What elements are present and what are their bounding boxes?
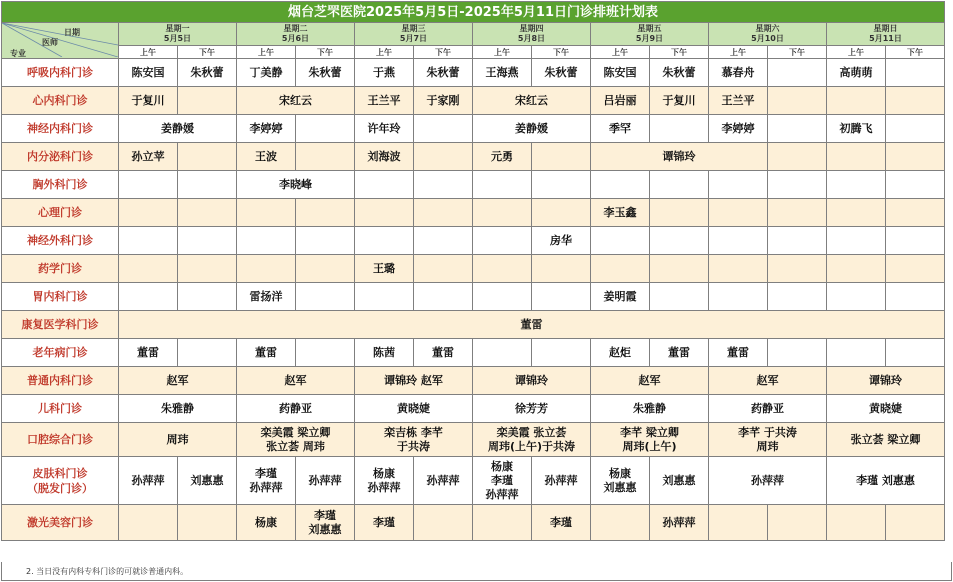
title-row [2, 2, 945, 23]
schedule-cell [650, 283, 709, 311]
schedule-cell [237, 423, 355, 457]
schedule-cell: 陈安国 [591, 59, 650, 87]
doctor-name-line: 孙萍萍 [249, 480, 283, 494]
schedule-cell [709, 423, 827, 457]
schedule-cell [768, 255, 827, 283]
day-header [473, 23, 591, 46]
schedule-row [2, 457, 945, 505]
day-date: 5月5日 [163, 34, 192, 43]
schedule-cell [237, 227, 296, 255]
am-label: 上午 [119, 46, 178, 59]
schedule-cell [768, 171, 827, 199]
schedule-cell: 董雷 [119, 339, 178, 367]
schedule-cell: 雷扬洋 [237, 283, 296, 311]
schedule-cell: 陈安国 [119, 59, 178, 87]
dept-name [2, 311, 119, 339]
doctor-name-line: 周玮 [756, 439, 779, 453]
schedule-cell [827, 339, 886, 367]
schedule-cell [532, 339, 591, 367]
schedule-cell: 赵军 [709, 367, 827, 395]
am-label: 上午 [237, 46, 296, 59]
schedule-cell [886, 171, 945, 199]
schedule-cell [768, 339, 827, 367]
schedule-cell: 董雷 [709, 339, 768, 367]
dept-label: 口腔综合门诊 [27, 433, 93, 446]
schedule-cell: 朱秋蕾 [414, 59, 473, 87]
schedule-cell: 王璐 [355, 255, 414, 283]
schedule-cell [414, 255, 473, 283]
schedule-row [2, 311, 945, 339]
day-name: 星期四 [519, 24, 544, 33]
pm-label: 下午 [886, 46, 945, 59]
schedule-cell: 李瑾 刘惠惠 [827, 457, 945, 505]
dept-name [2, 457, 119, 505]
schedule-cell: 姜静媛 [473, 115, 591, 143]
schedule-cell [532, 283, 591, 311]
schedule-cell [119, 255, 178, 283]
dept-name [2, 115, 119, 143]
schedule-cell: 于复川 [650, 87, 709, 115]
doctor-name-line: 李瑾 [491, 473, 513, 487]
dept-name [2, 367, 119, 395]
schedule-cell: 王兰平 [709, 87, 768, 115]
schedule-row [2, 143, 945, 171]
schedule-cell: 董雷 [414, 339, 473, 367]
doctor-name-line: 李瑾 [314, 508, 336, 522]
schedule-cell [768, 87, 827, 115]
am-label: 上午 [827, 46, 886, 59]
schedule-cell [827, 87, 886, 115]
dept-name [2, 255, 119, 283]
schedule-cell [473, 423, 591, 457]
schedule-cell [768, 59, 827, 87]
day-name: 星期二 [283, 24, 308, 33]
schedule-cell [827, 255, 886, 283]
dept-name [2, 171, 119, 199]
am-label: 上午 [591, 46, 650, 59]
day-header-row [2, 23, 945, 46]
dept-label: 康复医学科门诊 [21, 318, 99, 331]
dept-name [2, 227, 119, 255]
schedule-cell [237, 255, 296, 283]
schedule-cell: 李玉鑫 [591, 199, 650, 227]
dept-label: 胃内科门诊 [32, 290, 88, 303]
dept-name [2, 283, 119, 311]
schedule-cell [296, 199, 355, 227]
schedule-row [2, 283, 945, 311]
schedule-cell [296, 505, 355, 541]
dept-label: 神经内科门诊 [27, 122, 93, 135]
schedule-cell [532, 199, 591, 227]
schedule-cell: 许年玲 [355, 115, 414, 143]
schedule-cell [886, 59, 945, 87]
schedule-cell [178, 143, 237, 171]
dept-name [2, 505, 119, 541]
schedule-cell [355, 199, 414, 227]
schedule-cell [886, 143, 945, 171]
schedule-cell [414, 199, 473, 227]
dept-label: 胸外科门诊 [32, 178, 88, 191]
schedule-cell [237, 199, 296, 227]
day-date: 5月11日 [869, 34, 902, 43]
schedule-cell [237, 457, 296, 505]
dept-label: 激光美容门诊 [27, 516, 93, 529]
schedule-cell [119, 283, 178, 311]
schedule-cell [473, 227, 532, 255]
schedule-cell: 赵炬 [591, 339, 650, 367]
schedule-cell [650, 255, 709, 283]
schedule-cell [119, 171, 178, 199]
schedule-cell [709, 199, 768, 227]
doctor-name-line: 李芊 于共涛 [738, 425, 797, 439]
schedule-cell [178, 199, 237, 227]
schedule-row [2, 395, 945, 423]
dept-label: 心内科门诊 [32, 94, 88, 107]
schedule-cell: 徐芳芳 [473, 395, 591, 423]
schedule-cell [473, 199, 532, 227]
schedule-cell [178, 255, 237, 283]
schedule-cell: 刘海波 [355, 143, 414, 171]
corner-date-label: 日期 [64, 27, 80, 37]
schedule-cell: 朱秋蕾 [650, 59, 709, 87]
schedule-cell [591, 505, 650, 541]
doctor-name-line: 周玮(上午) [622, 439, 677, 453]
dept-label: 呼吸内科门诊 [27, 66, 93, 79]
schedule-cell: 赵军 [591, 367, 709, 395]
pm-label: 下午 [532, 46, 591, 59]
schedule-row [2, 59, 945, 87]
day-date: 5月10日 [751, 34, 784, 43]
schedule-cell: 于燕 [355, 59, 414, 87]
schedule-cell: 李婷婷 [709, 115, 768, 143]
corner-header [2, 23, 119, 59]
doctor-name-line: 栾美霞 梁立卿 [260, 425, 331, 439]
doctor-name-line: 于共涛 [397, 439, 430, 453]
schedule-cell [414, 505, 473, 541]
schedule-cell: 谭锦玲 [827, 367, 945, 395]
doctor-name-line: 孙萍萍 [485, 487, 519, 501]
schedule-cell [178, 227, 237, 255]
schedule-cell [827, 143, 886, 171]
schedule-cell [886, 505, 945, 541]
dept-label: 老年病门诊 [32, 346, 88, 359]
schedule-cell [650, 115, 709, 143]
schedule-cell: 元勇 [473, 143, 532, 171]
day-date: 5月9日 [635, 34, 664, 43]
schedule-cell [473, 255, 532, 283]
schedule-cell [591, 423, 709, 457]
schedule-cell: 宋红云 [237, 87, 355, 115]
schedule-cell: 李瑾 [532, 505, 591, 541]
schedule-cell [768, 283, 827, 311]
schedule-row [2, 505, 945, 541]
schedule-cell: 黄晓婕 [355, 395, 473, 423]
schedule-cell [178, 171, 237, 199]
dept-label: 普通内科门诊 [27, 374, 93, 387]
day-header [827, 23, 945, 46]
schedule-cell [473, 283, 532, 311]
doctor-name-line: 刘惠惠 [308, 522, 342, 536]
schedule-cell [296, 227, 355, 255]
am-label: 上午 [355, 46, 414, 59]
schedule-cell: 朱秋蕾 [178, 59, 237, 87]
schedule-cell: 宋红云 [473, 87, 591, 115]
schedule-cell [473, 505, 532, 541]
schedule-cell [414, 143, 473, 171]
schedule-cell [650, 199, 709, 227]
schedule-cell [886, 339, 945, 367]
doctor-name-line: 刘惠惠 [603, 480, 637, 494]
schedule-cell: 季罕 [591, 115, 650, 143]
day-name: 星期六 [755, 24, 780, 33]
schedule-cell [709, 227, 768, 255]
schedule-cell: 初腾飞 [827, 115, 886, 143]
schedule-cell [532, 255, 591, 283]
schedule-cell [296, 143, 355, 171]
schedule-row [2, 87, 945, 115]
page-title: 烟台芝罘医院2025年5月5日-2025年5月11日门诊排班计划表 [2, 2, 945, 23]
schedule-cell: 朱秋蕾 [532, 59, 591, 87]
schedule-cell: 孙萍萍 [650, 505, 709, 541]
schedule-cell [296, 339, 355, 367]
schedule-cell: 陈茜 [355, 339, 414, 367]
schedule-cell [827, 227, 886, 255]
schedule-row [2, 227, 945, 255]
schedule-cell: 李婷婷 [237, 115, 296, 143]
dept-name [2, 143, 119, 171]
dept-label: 药学门诊 [38, 262, 82, 275]
ampm-row [2, 46, 945, 59]
schedule-cell [178, 505, 237, 541]
day-header [709, 23, 827, 46]
dept-name [2, 395, 119, 423]
doctor-name-line: 栾美霞 张立荟 [496, 425, 567, 439]
schedule-cell [119, 227, 178, 255]
schedule-cell: 朱秋蕾 [296, 59, 355, 87]
schedule-cell: 谭锦玲 赵军 [355, 367, 473, 395]
dept-name [2, 423, 119, 457]
schedule-cell [355, 457, 414, 505]
corner-specialty-label: 专业 [10, 48, 26, 58]
dept-name [2, 339, 119, 367]
dept-name [2, 199, 119, 227]
schedule-cell [119, 505, 178, 541]
schedule-cell: 孙萍萍 [414, 457, 473, 505]
schedule-cell: 于复川 [119, 87, 178, 115]
schedule-cell: 董雷 [119, 311, 945, 339]
schedule-row [2, 115, 945, 143]
schedule-cell [768, 143, 827, 171]
schedule-cell [178, 87, 237, 115]
pm-label: 下午 [650, 46, 709, 59]
schedule-cell [414, 227, 473, 255]
doctor-name-line: 周玮(上午)于共涛 [487, 439, 576, 453]
schedule-cell [473, 339, 532, 367]
schedule-row [2, 367, 945, 395]
schedule-cell [178, 339, 237, 367]
doctor-name-line: 栾吉栋 李芊 [384, 425, 443, 439]
day-name: 星期五 [637, 24, 662, 33]
schedule-cell: 张立荟 梁立卿 [827, 423, 945, 457]
schedule-cell [532, 171, 591, 199]
schedule-cell: 王海燕 [473, 59, 532, 87]
schedule-cell [296, 255, 355, 283]
schedule-cell [591, 255, 650, 283]
schedule-cell [886, 255, 945, 283]
schedule-cell [532, 143, 591, 171]
schedule-cell [355, 227, 414, 255]
schedule-cell [473, 171, 532, 199]
dept-label: 儿科门诊 [38, 402, 82, 415]
schedule-cell [827, 199, 886, 227]
schedule-cell: 赵军 [237, 367, 355, 395]
pm-label: 下午 [768, 46, 827, 59]
schedule-cell [591, 457, 650, 505]
schedule-cell: 董雷 [650, 339, 709, 367]
day-date: 5月6日 [281, 34, 310, 43]
day-header [591, 23, 709, 46]
schedule-cell [178, 283, 237, 311]
schedule-cell: 高萌萌 [827, 59, 886, 87]
schedule-cell: 吕岩丽 [591, 87, 650, 115]
schedule-cell [827, 171, 886, 199]
schedule-cell [886, 115, 945, 143]
day-date: 5月8日 [517, 34, 546, 43]
schedule-cell: 姜静媛 [119, 115, 237, 143]
schedule-row [2, 171, 945, 199]
schedule-cell [768, 227, 827, 255]
schedule-row [2, 339, 945, 367]
schedule-cell [709, 255, 768, 283]
pm-label: 下午 [296, 46, 355, 59]
schedule-cell [414, 171, 473, 199]
schedule-cell [886, 199, 945, 227]
dept-name [2, 59, 119, 87]
doctor-name-line: 杨康 [373, 466, 395, 480]
schedule-cell: 慕春舟 [709, 59, 768, 87]
schedule-cell [650, 227, 709, 255]
schedule-cell: 谭锦玲 [473, 367, 591, 395]
dept-label: 内分泌科门诊 [27, 150, 93, 163]
schedule-cell: 孙萍萍 [709, 457, 827, 505]
schedule-cell: 王波 [237, 143, 296, 171]
schedule-cell [355, 283, 414, 311]
schedule-cell [296, 115, 355, 143]
schedule-cell: 孙萍萍 [296, 457, 355, 505]
day-name: 星期日 [873, 24, 898, 33]
schedule-cell: 朱雅静 [119, 395, 237, 423]
schedule-cell [886, 87, 945, 115]
schedule-cell: 赵军 [119, 367, 237, 395]
schedule-cell: 于家刚 [414, 87, 473, 115]
schedule-cell [827, 505, 886, 541]
doctor-name-line: 李芊 梁立卿 [620, 425, 679, 439]
am-label: 上午 [709, 46, 768, 59]
schedule-cell [119, 199, 178, 227]
schedule-cell [355, 171, 414, 199]
schedule-cell: 丁美静 [237, 59, 296, 87]
doctor-name-line: 杨康 [491, 459, 513, 473]
schedule-cell: 药静亚 [237, 395, 355, 423]
schedule-cell [591, 171, 650, 199]
schedule-cell [414, 283, 473, 311]
schedule-cell [709, 505, 768, 541]
corner-labels [2, 24, 118, 58]
schedule-cell: 刘惠惠 [178, 457, 237, 505]
am-label: 上午 [473, 46, 532, 59]
schedule-cell [886, 283, 945, 311]
schedule-cell: 李瑾 [355, 505, 414, 541]
schedule-cell: 刘惠惠 [650, 457, 709, 505]
schedule-cell: 黄晓婕 [827, 395, 945, 423]
footnote: 2. 当日没有内科专科门诊的可就诊普通内科。 [1, 562, 952, 581]
day-header [119, 23, 237, 46]
dept-label: 神经外科门诊 [27, 234, 93, 247]
doctor-name-line: 孙萍萍 [367, 480, 401, 494]
corner-doctor-label: 医师 [42, 37, 58, 47]
schedule-cell: 药静亚 [709, 395, 827, 423]
dept-label: 皮肤科门诊 [32, 466, 88, 480]
schedule-cell: 朱雅静 [591, 395, 709, 423]
schedule-cell [768, 505, 827, 541]
schedule-cell [355, 423, 473, 457]
schedule-cell: 孙萍萍 [119, 457, 178, 505]
schedule-cell: 杨康 [237, 505, 296, 541]
schedule-cell [827, 283, 886, 311]
schedule-cell [709, 171, 768, 199]
schedule-row [2, 199, 945, 227]
schedule-cell [709, 283, 768, 311]
schedule-row [2, 423, 945, 457]
schedule-cell [768, 115, 827, 143]
schedule-table [1, 1, 945, 541]
schedule-cell [414, 115, 473, 143]
schedule-cell [473, 457, 532, 505]
dept-sublabel: （脱发门诊） [27, 481, 93, 495]
schedule-cell: 房华 [532, 227, 591, 255]
schedule-cell [296, 283, 355, 311]
schedule-cell [650, 171, 709, 199]
schedule-cell: 孙立苹 [119, 143, 178, 171]
schedule-row [2, 255, 945, 283]
schedule-cell: 董雷 [237, 339, 296, 367]
doctor-name-line: 杨康 [609, 466, 631, 480]
dept-label: 心理门诊 [38, 206, 82, 219]
schedule-cell [768, 199, 827, 227]
day-date: 5月7日 [399, 34, 428, 43]
dept-name [2, 87, 119, 115]
day-name: 星期三 [401, 24, 426, 33]
schedule-cell: 王兰平 [355, 87, 414, 115]
pm-label: 下午 [178, 46, 237, 59]
day-name: 星期一 [165, 24, 190, 33]
doctor-name-line: 李瑾 [255, 466, 277, 480]
pm-label: 下午 [414, 46, 473, 59]
schedule-cell: 周玮 [119, 423, 237, 457]
doctor-name-line: 张立荟 周玮 [266, 439, 325, 453]
day-header [355, 23, 473, 46]
schedule-cell: 孙萍萍 [532, 457, 591, 505]
schedule-cell: 谭锦玲 [591, 143, 768, 171]
schedule-cell [591, 227, 650, 255]
schedule-cell: 李晓峰 [237, 171, 355, 199]
day-header [237, 23, 355, 46]
schedule-cell: 姜明霞 [591, 283, 650, 311]
schedule-cell [886, 227, 945, 255]
